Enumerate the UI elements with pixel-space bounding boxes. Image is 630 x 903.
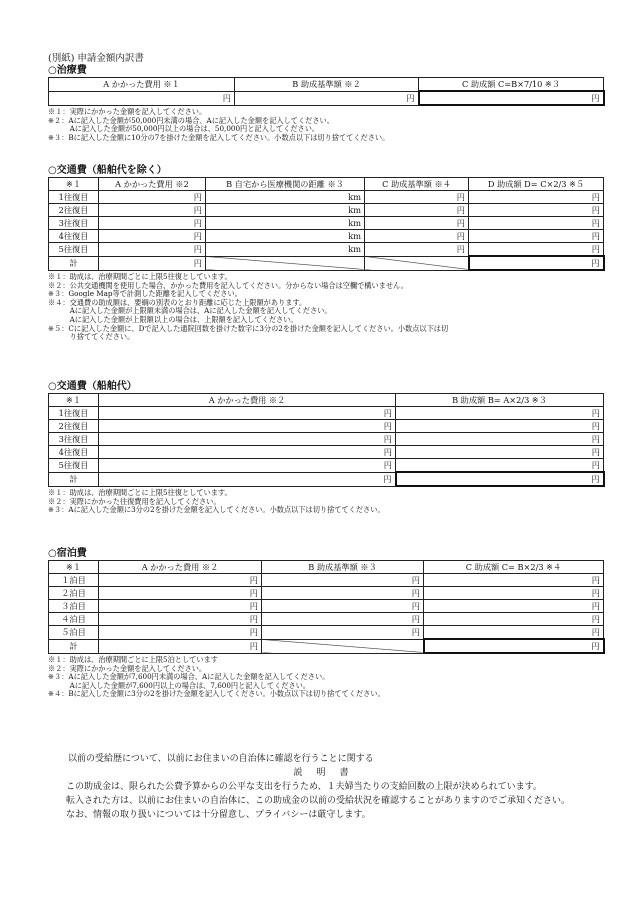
cost-cell[interactable]: 円 [99, 230, 206, 243]
table-row [49, 420, 604, 433]
standard-cell[interactable]: 円 [365, 243, 469, 257]
note: ※１：助成は、治療期間ごとに上限5往復としています。 [48, 488, 232, 497]
table-row [49, 600, 604, 613]
standard-cell[interactable]: 円 [262, 626, 424, 640]
transport-table [48, 177, 605, 271]
subsidy-cell[interactable]: 円 [396, 446, 604, 459]
table-row [49, 626, 604, 640]
cost-cell[interactable]: 円 [99, 613, 262, 626]
row-label: 2往復目 [49, 420, 99, 433]
note: Aに記入した金額が7,600円以上の場合は、7,600円と記入してください。 [48, 680, 310, 690]
note: ※３：Aに記入した金額が7,600円未満の場合、Aに記入した金額を記入してください。 [48, 672, 330, 682]
explanation-paragraph: この助成金は、限られた公費予算からの公平な支出を行うため、１夫婦当たりの支給回数の上限が決められています。 [66, 782, 542, 792]
note: Aに記入した金額が上限額未満の場合は、Aに記入した金額を記入してください。 [48, 306, 332, 316]
cost-cell[interactable]: 円 [99, 446, 396, 459]
treatment-heading: ○治療費 [48, 65, 87, 76]
row-label: 5往復目 [49, 243, 99, 257]
table-row [49, 407, 604, 420]
standard-cell[interactable]: 円 [262, 613, 424, 626]
row-label: 3往復目 [49, 433, 99, 446]
note: ※３：Bに記入した金額に10分の7を掛けた金額を記入してください。小数点以下は切り捨ててください。 [48, 132, 390, 142]
note: Aに記入した金額が上限額以上の場合は、上限額を記入してください。 [48, 314, 298, 324]
cost-cell[interactable]: 円 [99, 407, 396, 420]
treatment-table [48, 77, 605, 106]
subsidy-cell[interactable]: 円 [424, 600, 604, 613]
table-row [49, 574, 604, 587]
ship-table [48, 393, 605, 487]
lodging-section [48, 547, 603, 699]
subsidy-cell[interactable]: 円 [424, 574, 604, 587]
lodging-header-a: A かかった費用 ※２ [99, 561, 262, 574]
row-label: 4往復目 [49, 230, 99, 243]
note: ※１：実際にかかった金額を記入してください。 [48, 107, 207, 116]
transport-total-d-cell[interactable]: 円 [469, 256, 604, 270]
cost-cell[interactable]: 円 [99, 600, 262, 613]
subsidy-cell[interactable]: 円 [396, 420, 604, 433]
distance-cell[interactable]: km [206, 230, 365, 243]
lodging-total-a-cell[interactable]: 円 [99, 639, 262, 653]
table-row [49, 587, 604, 600]
subsidy-cell[interactable]: 円 [396, 407, 604, 420]
standard-cell[interactable]: 円 [262, 587, 424, 600]
note: ※４：交通費の助成額は、要綱の別表のとおり距離に応じた上限額があります。 [48, 297, 307, 307]
lodging-table [48, 560, 605, 654]
page-title: (別紙) 申請金額内訳書 [48, 53, 144, 64]
transport-notes [48, 273, 603, 342]
note: Aに記入した金額が50,000円以上の場合は、50,000円と記入してください。 [48, 124, 320, 134]
treatment-notes [48, 108, 603, 142]
note: ※１：助成は、治療期間ごとに上限5往復としています。 [48, 272, 232, 281]
transport-heading: ○交通費（船舶代を除く） [48, 165, 167, 176]
cost-cell[interactable]: 円 [99, 217, 206, 230]
ship-total-a-cell[interactable]: 円 [99, 472, 396, 486]
row-label: ２泊目 [49, 587, 99, 600]
treatment-c-cell[interactable]: 円 [419, 91, 604, 105]
row-label: 3往復目 [49, 217, 99, 230]
table-row [49, 613, 604, 626]
treatment-header-a: A かかった費用 ※１ [49, 78, 235, 92]
cost-cell[interactable]: 円 [99, 204, 206, 217]
subsidy-cell[interactable]: 円 [469, 191, 604, 204]
subsidy-cell[interactable]: 円 [469, 217, 604, 230]
blank-cell [262, 639, 424, 653]
cost-cell[interactable]: 円 [99, 191, 206, 204]
transport-section [48, 164, 603, 342]
lodging-header-no: ※１ [49, 561, 99, 574]
lodging-header-b: B 助成基準額 ※３ [262, 561, 424, 574]
row-label: 4往復目 [49, 446, 99, 459]
table-row [49, 217, 604, 230]
table-row [49, 191, 604, 204]
subsidy-cell[interactable]: 円 [469, 243, 604, 257]
note: ※５：Cに記入した金額に、Dで記入した通院回数を掛けた数字に3分の2を掛けた金額を記入してください。小数点以下は切 [48, 323, 449, 333]
explanation-paragraph: なお、情報の取り扱いについては十分留意し、プライバシーは厳守します。 [66, 810, 371, 820]
cost-cell[interactable]: 円 [99, 420, 396, 433]
note: ※４：Bに記入した金額に3分の2を掛けた金額を記入してください。小数点以下は切り捨ててください。 [48, 689, 385, 699]
ship-section [48, 380, 603, 515]
row-label: １泊目 [49, 574, 99, 587]
table-row [49, 459, 604, 473]
subsidy-cell[interactable]: 円 [469, 204, 604, 217]
explanation-title: 説明書 [293, 768, 363, 778]
table-row [49, 230, 604, 243]
table-row [49, 446, 604, 459]
distance-cell[interactable]: km [206, 204, 365, 217]
transport-header-no: ※１ [49, 178, 99, 191]
cost-cell[interactable]: 円 [99, 433, 396, 446]
cost-cell[interactable]: 円 [99, 626, 262, 640]
note: ※２：Aに記入した金額が50,000円未満の場合、Aに記入した金額を記入してください。 [48, 115, 334, 125]
row-label: 1往復目 [49, 191, 99, 204]
table-row [49, 243, 604, 257]
treatment-header-b: B 助成基準額 ※２ [235, 78, 419, 92]
standard-cell[interactable]: 円 [365, 204, 469, 217]
subsidy-cell[interactable]: 円 [396, 433, 604, 446]
total-label: 計 [49, 256, 99, 270]
ship-total-b-cell[interactable]: 円 [396, 472, 604, 486]
standard-cell[interactable]: 円 [262, 600, 424, 613]
row-label: ５泊目 [49, 626, 99, 640]
treatment-header-c: C 助成額 C=B×7/10 ※３ [419, 78, 604, 92]
blank-cell [206, 256, 365, 270]
subsidy-cell[interactable]: 円 [424, 587, 604, 600]
ship-header-b: B 助成額 B= A×2/3 ※３ [396, 394, 604, 407]
treatment-section [48, 64, 603, 142]
row-label: 1往復目 [49, 407, 99, 420]
distance-cell[interactable]: km [206, 191, 365, 204]
subsidy-cell[interactable]: 円 [424, 613, 604, 626]
transport-total-a-cell[interactable]: 円 [99, 256, 206, 270]
lodging-notes [48, 656, 603, 699]
total-label: 計 [49, 639, 99, 653]
standard-cell[interactable]: 円 [262, 574, 424, 587]
note: ※１：助成は、治療期間ごとに上限5泊としています [48, 655, 218, 664]
subsidy-cell[interactable]: 円 [469, 230, 604, 243]
note: ※３：Google Map等で計測した距離を記入してください。 [48, 289, 242, 299]
transport-header-c: C 助成基準額 ※４ [365, 178, 469, 191]
lodging-total-c-cell[interactable]: 円 [424, 639, 604, 653]
row-label: 5往復目 [49, 459, 99, 473]
table-row [49, 204, 604, 217]
lodging-heading: ○宿泊費 [48, 548, 87, 559]
explanation-intro: 以前の受給歴について、以前にお住まいの自治体に確認を行うことに関する [68, 754, 374, 764]
note: ※２：実際にかかった往復費用を記入してください。 [48, 496, 221, 506]
treatment-a-cell[interactable]: 円 [49, 91, 235, 105]
table-row [49, 433, 604, 446]
ship-notes [48, 489, 603, 515]
subsidy-cell[interactable]: 円 [424, 626, 604, 640]
ship-total-row [49, 472, 604, 486]
treatment-b-cell[interactable]: 円 [235, 91, 419, 105]
distance-cell[interactable]: km [206, 243, 365, 257]
row-label: ４泊目 [49, 613, 99, 626]
transport-total-row [49, 256, 604, 270]
explanation-section [48, 752, 608, 822]
note: ※２：実際にかかった金額を記入してください。 [48, 663, 207, 673]
transport-header-b: B 自宅から医療機関の距離 ※３ [206, 178, 365, 191]
lodging-header-c: C 助成額 C= B×2/3 ※４ [424, 561, 604, 574]
subsidy-cell[interactable]: 円 [396, 459, 604, 473]
ship-header-a: A かかった費用 ※２ [99, 394, 396, 407]
cost-cell[interactable]: 円 [99, 243, 206, 257]
note: ※２：公共交通機関を使用した場合、かかった費用を記入してください。分からない場合は空欄で構いません。 [48, 280, 408, 290]
transport-header-d: D 助成額 D= C×2/3 ※５ [469, 178, 604, 191]
standard-cell[interactable]: 円 [365, 230, 469, 243]
standard-cell[interactable]: 円 [365, 191, 469, 204]
row-label: 2往復目 [49, 204, 99, 217]
row-label: ３泊目 [49, 600, 99, 613]
distance-cell[interactable]: km [206, 217, 365, 230]
standard-cell[interactable]: 円 [365, 217, 469, 230]
lodging-total-row [49, 639, 604, 653]
ship-heading: ○交通費（船舶代） [48, 381, 137, 392]
cost-cell[interactable]: 円 [99, 459, 396, 473]
blank-cell [365, 256, 469, 270]
explanation-paragraph: 転入された方は、以前にお住まいの自治体に、この助成金の以前の受給状況を確認することがありますのでご承知ください。 [66, 796, 571, 806]
ship-header-no: ※１ [49, 394, 99, 407]
note: り捨ててください。 [48, 332, 135, 342]
note: ※３：Aに記入した金額に3分の2を掛けた金額を記入してください。小数点以下は切り捨ててください。 [48, 505, 385, 515]
total-label: 計 [49, 472, 99, 486]
transport-header-a: A かかった費用 ※2 [99, 178, 206, 191]
cost-cell[interactable]: 円 [99, 574, 262, 587]
cost-cell[interactable]: 円 [99, 587, 262, 600]
